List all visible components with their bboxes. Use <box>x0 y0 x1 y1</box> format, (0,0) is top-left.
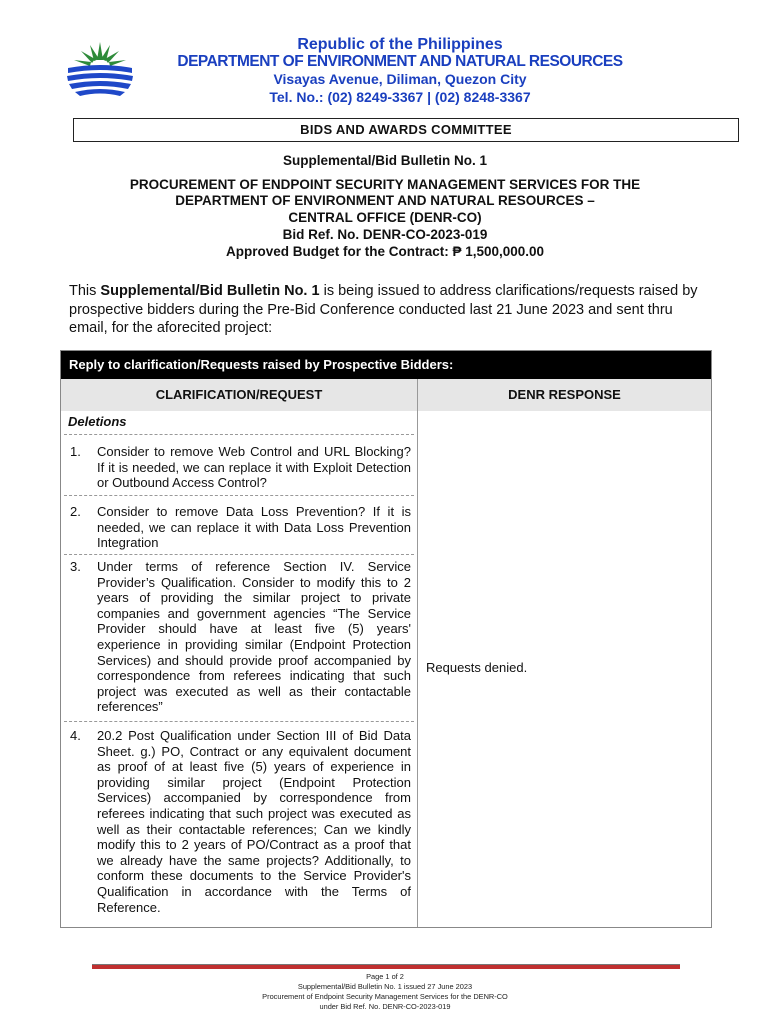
item-number: 3. <box>70 559 81 574</box>
table-title: Reply to clarification/Requests raised by Prospective Bidders: <box>61 351 711 379</box>
footer-page-number: Page 1 of 2 <box>366 972 404 981</box>
column-header-response: DENR RESPONSE <box>418 379 711 411</box>
footer-rule <box>92 964 680 969</box>
intro-pre: This <box>69 283 101 299</box>
project-title-line2: DEPARTMENT OF ENVIRONMENT AND NATURAL RESOURCES – <box>175 193 595 208</box>
item-number: 4. <box>70 728 81 743</box>
project-title-line1: PROCUREMENT OF ENDPOINT SECURITY MANAGEMENT SERVICES FOR THE <box>129 177 641 192</box>
item-text: Consider to remove Data Loss Prevention? If it is needed, we can replace it with Data Loss Prevention Integration <box>97 504 411 551</box>
committee-title: BIDS AND AWARDS COMMITTEE <box>73 118 739 142</box>
row-divider <box>64 721 414 722</box>
denr-response: Requests denied. <box>426 660 528 675</box>
intro-post: is being issued to address clarifications/requests raised by prospective bidders during the Pre-Bid Conference conducted last 21 June 2023 and sent thru email, for the aforecited project: <box>69 283 698 336</box>
footer-issue-line: Supplemental/Bid Bulletin No. 1 issued 27 June 2023 <box>297 982 473 991</box>
bulletin-title: Supplemental/Bid Bulletin No. 1 <box>282 153 488 168</box>
footer-reference-line: under Bid Ref. No. DENR-CO-2023-019 <box>319 1002 451 1011</box>
footer-project-line: Procurement of Endpoint Security Management Services for the DENR-CO <box>262 992 508 1001</box>
row-divider <box>64 434 414 435</box>
project-title-line3: CENTRAL OFFICE (DENR-CO) <box>288 210 482 225</box>
row-divider <box>64 554 414 555</box>
header-address: Visayas Avenue, Diliman, Quezon City <box>273 71 527 87</box>
item-number: 1. <box>70 444 81 459</box>
clarification-table <box>60 350 712 928</box>
approved-budget: Approved Budget for the Contract: ₱ 1,500,000.00 <box>225 244 545 259</box>
header-telephone: Tel. No.: (02) 8249-3367 | (02) 8248-3367 <box>269 89 531 105</box>
item-text: Under terms of reference Section IV. Service Provider’s Qualification. Consider to modify this to 2 years of providing the similar project to private companies and government agencies “The Service Provider should have at least five (5) years' experience in providing similar (Endpoint Protection Services) and should provide proof accompanied by correspondence from referees indicating that such project was executed as well as their contactable references” <box>97 559 411 715</box>
intro-bulletin-bold: Supplemental/Bid Bulletin No. 1 <box>100 283 320 299</box>
intro-paragraph <box>69 282 709 338</box>
column-header-clarification: CLARIFICATION/REQUEST <box>61 379 418 411</box>
item-text: Consider to remove Web Control and URL Blocking? If it is needed, we can replace it with Exploit Detection or Outbound Access Control? <box>97 444 411 491</box>
item-number: 2. <box>70 504 81 519</box>
bid-reference: Bid Ref. No. DENR-CO-2023-019 <box>282 227 488 242</box>
header-department: DEPARTMENT OF ENVIRONMENT AND NATURAL RESOURCES <box>177 53 623 70</box>
row-divider <box>64 495 414 496</box>
header-republic: Republic of the Philippines <box>297 36 503 53</box>
column-divider <box>417 411 418 927</box>
section-deletions: Deletions <box>68 414 127 429</box>
item-text: 20.2 Post Qualification under Section III of Bid Data Sheet. g.) PO, Contract or any equivalent document as proof of at least five (5) years of experience in providing similar project (Endpoint Protection Services) accompanied by correspondence from referees indicating that such project was executed as well as their contactable references; Can we kindly modify this to 2 years of PO/Contract as a proof that we already have the same projects? Additionally, to conform these documents to the Service Provider's Qualification in accordance with the Terms of Reference. <box>97 728 411 915</box>
